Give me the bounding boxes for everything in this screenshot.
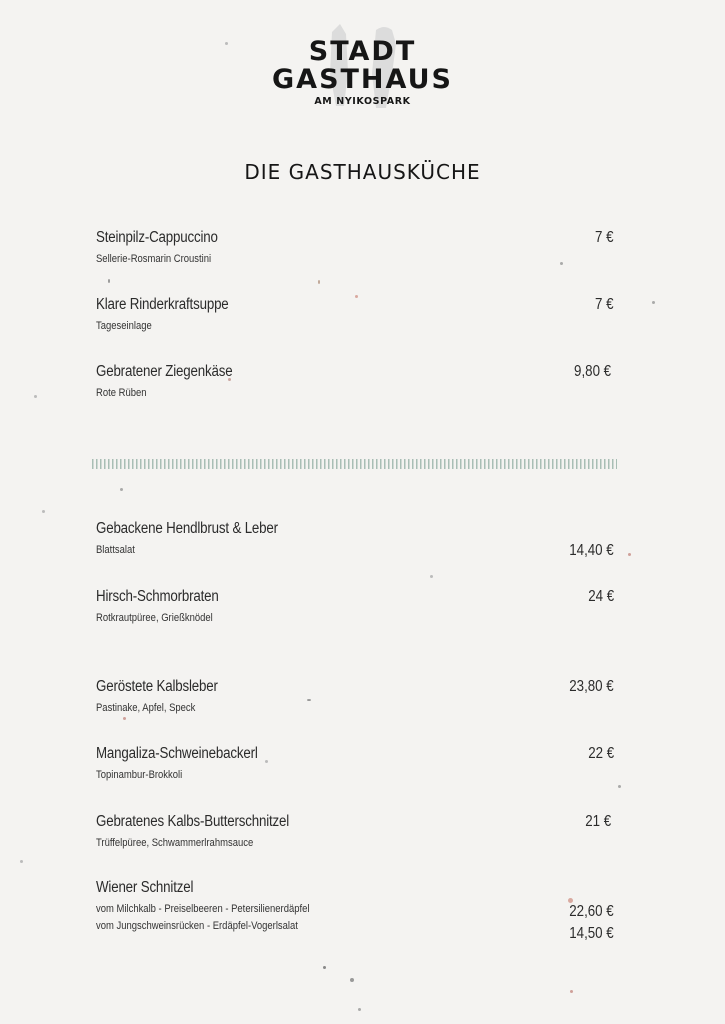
speck-decoration <box>42 510 45 513</box>
menu-item <box>96 229 616 265</box>
logo <box>0 38 725 107</box>
menu-item-variant-description: vom Milchkalb - Preiselbeeren - Petersilienerdäpfel <box>96 903 310 915</box>
speck-decoration <box>108 279 110 283</box>
menu-item-name: Mangaliza-Schweinebackerl <box>96 745 258 762</box>
menu-item-description: Rotkrautpüree, Grießknödel <box>96 612 213 624</box>
menu-item-name: Wiener Schnitzel <box>96 879 194 896</box>
menu-item-variant-description: vom Jungschweinsrücken - Erdäpfel-Vogerlsalat <box>96 920 298 932</box>
logo-text-stadt: STADT <box>308 36 417 67</box>
speck-decoration <box>318 280 320 284</box>
menu-item-name: Klare Rinderkraftsuppe <box>96 296 229 313</box>
menu-item-variant-price: 14,50 € <box>569 925 614 942</box>
speck-decoration <box>628 553 631 556</box>
menu-item <box>96 678 616 714</box>
menu-item-name: Geröstete Kalbsleber <box>96 678 218 695</box>
speck-decoration <box>570 990 573 993</box>
menu-item-price: 22 € <box>588 745 614 762</box>
speck-decoration <box>430 575 433 578</box>
logo-text-gasthaus: GASTHAUS <box>272 64 453 95</box>
speck-decoration <box>120 488 123 491</box>
menu-item-price: 9,80 € <box>573 363 611 380</box>
logo-text-subtitle: AM NYIKOSPARK <box>314 96 411 107</box>
speck-decoration <box>350 978 354 982</box>
menu-item-name: Gebratener Ziegenkäse <box>96 363 233 380</box>
menu-item-price: 23,80 € <box>569 678 614 695</box>
menu-item-price: 24 € <box>588 588 614 605</box>
speck-decoration <box>652 301 655 304</box>
menu-item-name: Gebratenes Kalbs-Butterschnitzel <box>96 813 290 830</box>
section-title: DIE GASTHAUSKÜCHE <box>244 160 481 185</box>
menu-item-name: Steinpilz-Cappuccino <box>96 229 218 246</box>
speck-decoration <box>618 785 621 788</box>
speck-decoration <box>358 1008 361 1011</box>
speck-decoration <box>20 860 23 863</box>
section-divider <box>92 459 617 469</box>
menu-item-description: Blattsalat <box>96 544 135 556</box>
menu-item-name: Gebackene Hendlbrust & Leber <box>96 520 278 537</box>
menu-item-description: Topinambur-Brokkoli <box>96 769 183 781</box>
menu-item <box>96 520 616 556</box>
menu-item-description: Pastinake, Apfel, Speck <box>96 702 196 714</box>
menu-item <box>96 745 616 781</box>
menu-item <box>96 588 616 624</box>
menu-item <box>96 813 616 849</box>
menu-item <box>96 363 616 399</box>
menu-item-wiener-schnitzel <box>96 879 616 932</box>
menu-item-description: Tageseinlage <box>96 320 152 332</box>
menu-item-price: 14,40 € <box>569 542 614 559</box>
menu-item-variant-price: 22,60 € <box>569 903 614 920</box>
menu-item-price: 21 € <box>585 813 611 830</box>
speck-decoration <box>34 395 37 398</box>
menu-item-price: 7 € <box>595 229 614 246</box>
menu-item-description: Sellerie-Rosmarin Croustini <box>96 253 212 265</box>
menu-item-price: 7 € <box>595 296 614 313</box>
speck-decoration <box>323 966 326 969</box>
menu-item-description: Trüffelpüree, Schwammerlrahmsauce <box>96 837 254 849</box>
menu-item <box>96 296 616 332</box>
menu-item-name: Hirsch-Schmorbraten <box>96 588 219 605</box>
menu-item-description: Rote Rüben <box>96 387 147 399</box>
speck-decoration <box>123 717 126 720</box>
